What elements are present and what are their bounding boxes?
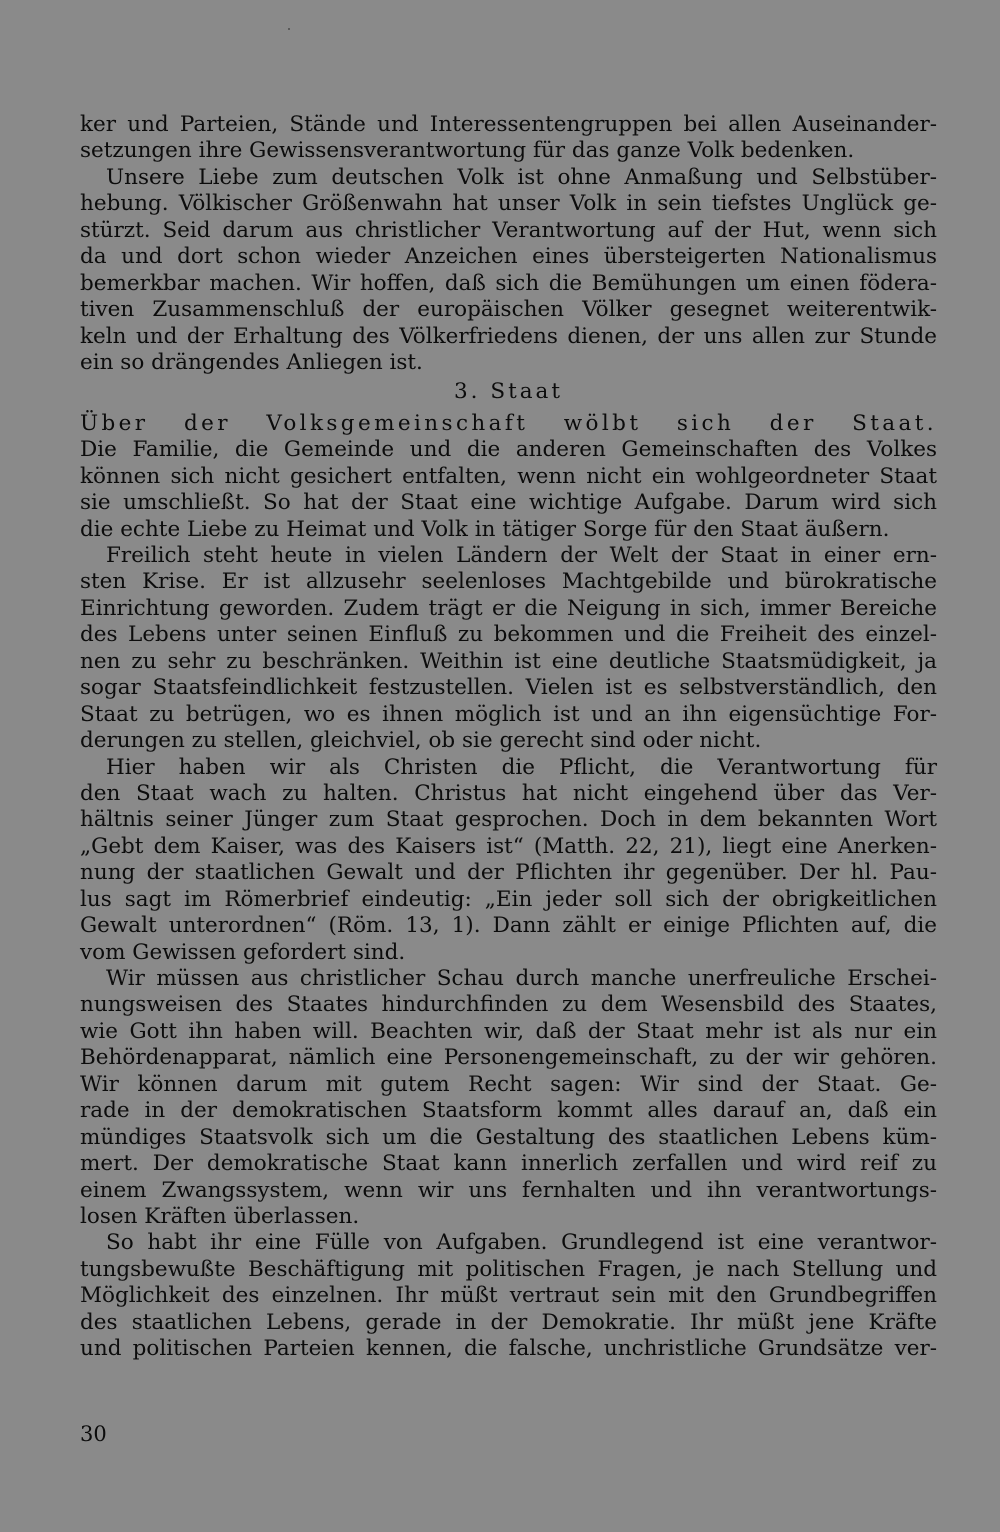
text-line: die echte Liebe zu Heimat und Volk in tätiger Sorge für den Staat äußern. [80, 516, 890, 542]
text-line: „Gebt dem Kaiser, was des Kaisers ist“ (Matth. 22, 21), liegt eine Anerken- [80, 833, 937, 859]
text-line: wie Gott ihn haben will. Beachten wir, daß der Staat mehr ist als nur ein [80, 1018, 937, 1044]
text-line: mündiges Staatsvolk sich um die Gestaltung des staatlichen Lebens küm- [80, 1124, 937, 1150]
text-line: Staat zu betrügen, wo es ihnen möglich ist und an ihn eigensüchtige For- [80, 701, 937, 727]
text-line: Hier haben wir als Christen die Pflicht, die Verantwortung für [106, 754, 937, 780]
section-lead-line: Über der Volksgemeinschaft wölbt sich der Staat. [80, 410, 937, 436]
text-line: derungen zu stellen, gleichviel, ob sie gerecht sind oder nicht. [80, 728, 762, 754]
text-line: sie umschließt. So hat der Staat eine wichtige Aufgabe. Darum wird sich [80, 490, 937, 516]
text-line: Wir können darum mit gutem Recht sagen: Wir sind der Staat. Ge- [80, 1071, 937, 1097]
page-body-text [80, 112, 937, 1363]
text-line: ein so drängendes Anliegen ist. [80, 349, 423, 375]
text-line: So habt ihr eine Fülle von Aufgaben. Grundlegend ist eine verantwor- [106, 1230, 937, 1256]
text-line: einem Zwangssystem, wenn wir uns fernhalten und ihn verantwortungs- [80, 1177, 937, 1203]
text-line: nen zu sehr zu beschränken. Weithin ist eine deutliche Staatsmüdigkeit, ja [80, 648, 937, 674]
text-line: sogar Staatsfeindlichkeit festzustellen. Vielen ist es selbstverständlich, den [80, 675, 937, 701]
text-line: Möglichkeit des einzelnen. Ihr müßt vertraut sein mit den Grundbegriffen [80, 1283, 937, 1309]
text-line: und politischen Parteien kennen, die falsche, unchristliche Grundsätze ver- [80, 1336, 937, 1362]
text-line: Behördenapparat, nämlich eine Personengemeinschaft, zu der wir gehören. [80, 1045, 937, 1071]
scan-speck [288, 28, 290, 30]
text-line: nungsweisen des Staates hindurchfinden zu dem Wesensbild des Staates, [80, 992, 937, 1018]
text-line: rade in der demokratischen Staatsform kommt alles darauf an, daß ein [80, 1098, 937, 1124]
text-line: keln und der Erhaltung des Völkerfriedens dienen, der uns allen zur Stunde [80, 323, 937, 349]
page-number: 30 [80, 1422, 107, 1446]
text-line: setzungen ihre Gewissensverantwortung für das ganze Volk bedenken. [80, 138, 855, 164]
text-line: losen Kräften überlassen. [80, 1203, 360, 1229]
text-line: können sich nicht gesichert entfalten, wenn nicht ein wohlgeordneter Staat [80, 463, 937, 489]
text-line: Die Familie, die Gemeinde und die anderen Gemeinschaften des Volkes [80, 437, 937, 463]
text-line: den Staat wach zu halten. Christus hat nicht eingehend über das Ver- [80, 780, 937, 806]
text-line: bemerkbar machen. Wir hoffen, daß sich die Bemühungen um einen födera- [80, 270, 937, 296]
text-line: vom Gewissen gefordert sind. [80, 939, 406, 965]
text-line: Unsere Liebe zum deutschen Volk ist ohne Anmaßung und Selbstüber- [106, 164, 937, 190]
text-line: stürzt. Seid darum aus christlicher Verantwortung auf der Hut, wenn sich [80, 217, 937, 243]
text-line: Gewalt unterordnen“ (Röm. 13, 1). Dann zählt er einige Pflichten auf, die [80, 913, 937, 939]
text-line: des Lebens unter seinen Einfluß zu bekommen und die Freiheit des einzel- [80, 622, 937, 648]
text-line: da und dort schon wieder Anzeichen eines übersteigerten Nationalismus [80, 244, 937, 270]
text-line: Freilich steht heute in vielen Ländern der Welt der Staat in einer ern- [106, 543, 937, 568]
text-line: mert. Der demokratische Staat kann innerlich zerfallen und wird reif zu [80, 1151, 937, 1177]
text-line: sten Krise. Er ist allzusehr seelenloses Machtgebilde und bürokratische [80, 569, 937, 595]
text-line: lus sagt im Römerbrief eindeutig: „Ein jeder soll sich der obrigkeitlichen [80, 886, 937, 912]
text-line: nung der staatlichen Gewalt und der Pflichten ihr gegenüber. Der hl. Pau- [80, 860, 937, 886]
text-line: hebung. Völkischer Größenwahn hat unser Volk in sein tiefstes Unglück ge- [80, 191, 937, 217]
text-line: ker und Parteien, Stände und Interessentengruppen bei allen Auseinander- [80, 112, 937, 137]
text-line: Wir müssen aus christlicher Schau durch manche unerfreuliche Erschei- [106, 966, 937, 991]
text-line: des staatlichen Lebens, gerade in der Demokratie. Ihr müßt jene Kräfte [80, 1309, 937, 1335]
text-line: Einrichtung geworden. Zudem trägt er die Neigung in sich, immer Bereiche [80, 595, 937, 621]
section-heading: 3. Staat [454, 379, 563, 405]
text-line: tungsbewußte Beschäftigung mit politischen Fragen, je nach Stellung und [80, 1256, 937, 1282]
text-line: tiven Zusammenschluß der europäischen Völker gesegnet weiterentwik- [80, 297, 937, 323]
text-line: hältnis seiner Jünger zum Staat gesprochen. Doch in dem bekannten Wort [80, 807, 937, 833]
